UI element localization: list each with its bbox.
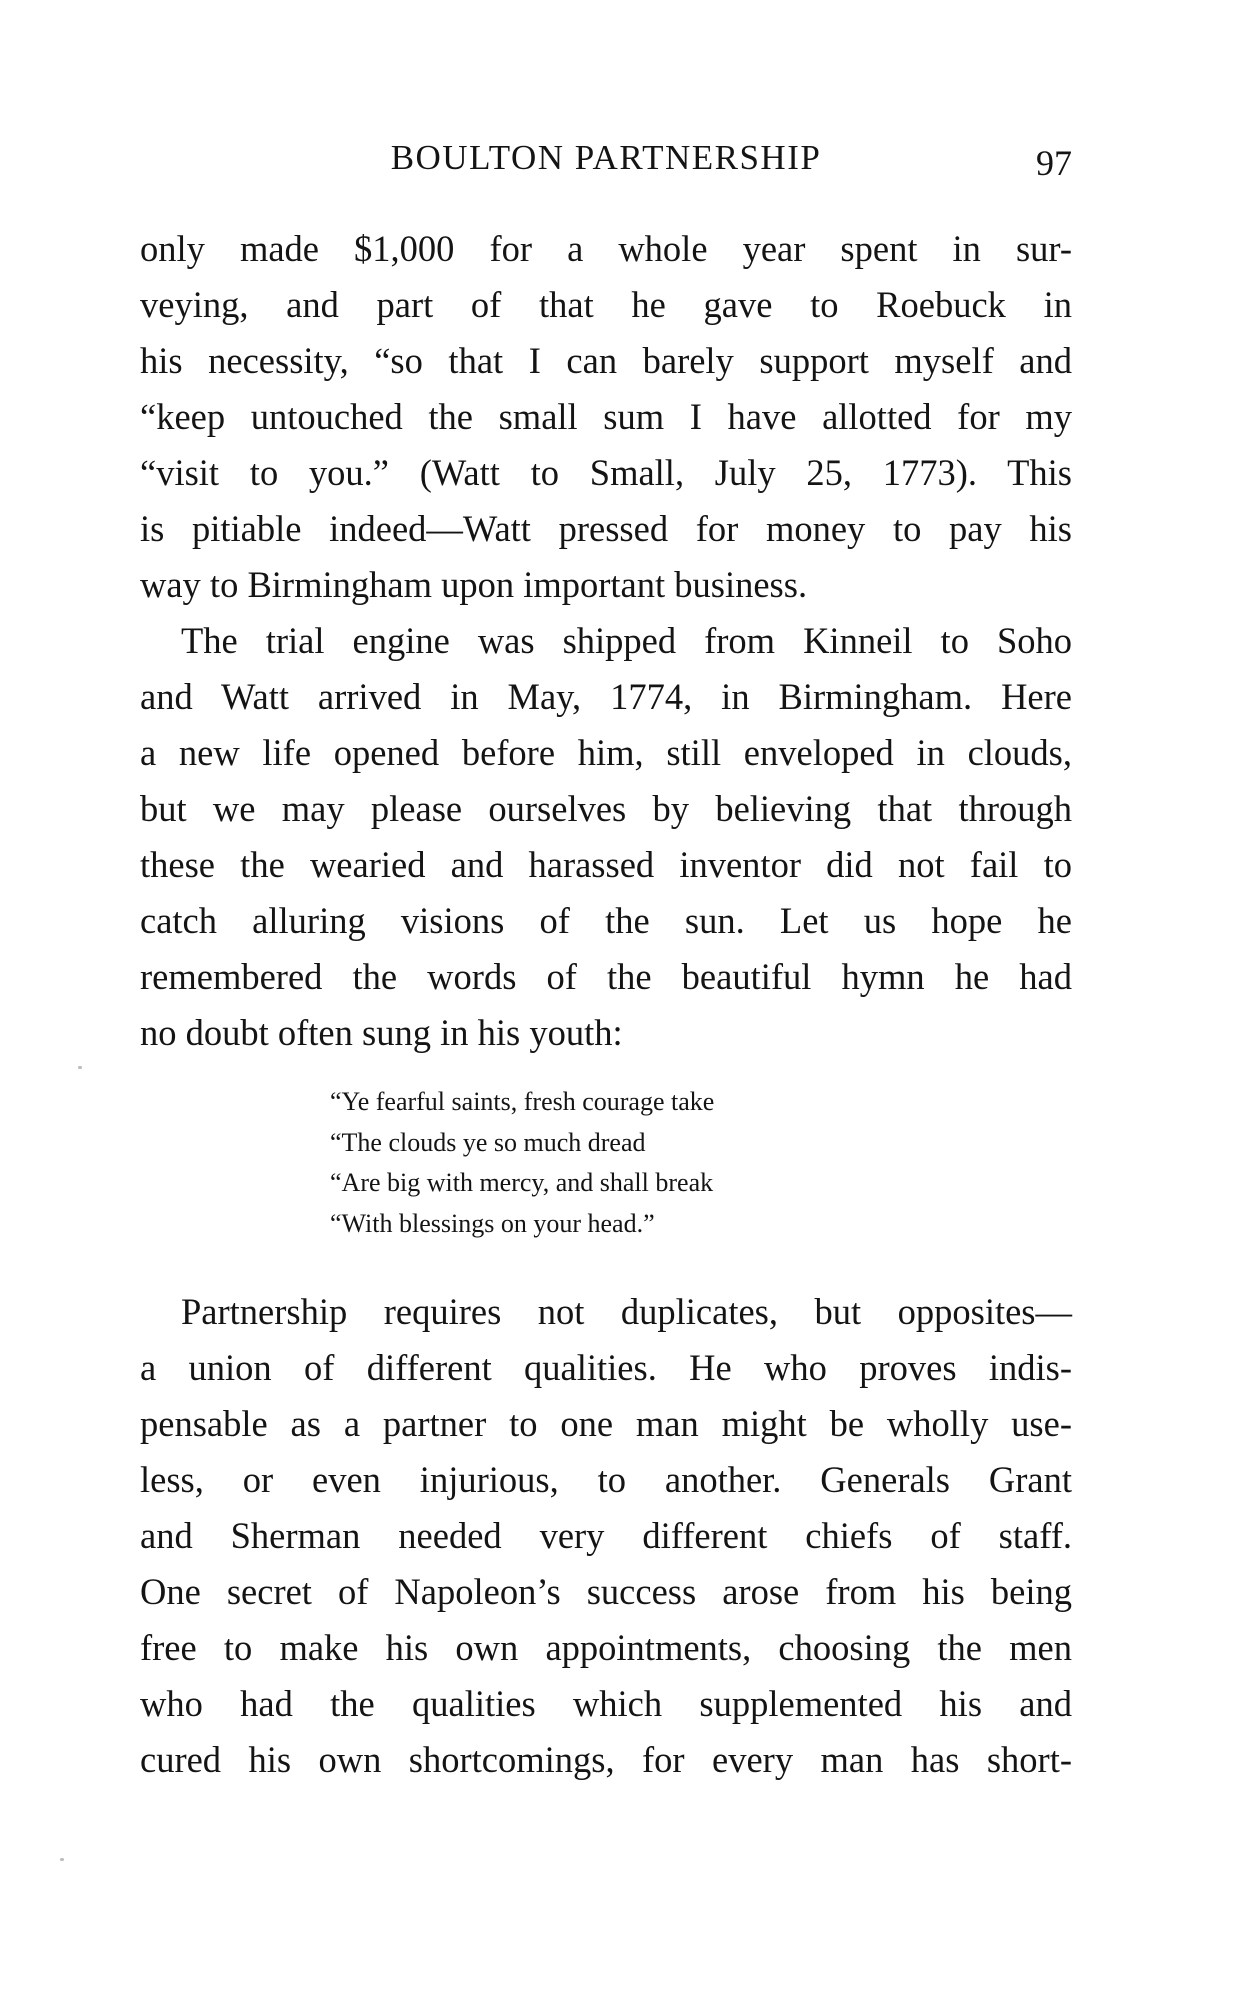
text-line: Partnership requires not duplicates, but opposites— bbox=[181, 1291, 1072, 1332]
text-line: is pitiable indeed—Watt pressed for money to pay his bbox=[140, 508, 1072, 549]
running-title: BOULTON PARTNERSHIP bbox=[390, 138, 822, 177]
verse-line: “Are big with mercy, and shall break bbox=[330, 1168, 714, 1197]
text-line: no doubt often sung in his youth: bbox=[140, 1012, 623, 1053]
text-line: and Sherman needed very different chiefs of staff. bbox=[140, 1515, 1072, 1556]
text-line: cured his own shortcomings, for every man has short- bbox=[140, 1739, 1072, 1780]
text-line: way to Birmingham upon important business. bbox=[140, 564, 808, 605]
text-line: One secret of Napoleon’s success arose from his being bbox=[140, 1571, 1072, 1612]
text-line: a union of different qualities. He who proves indis- bbox=[140, 1347, 1072, 1388]
text-line: these the wearied and harassed inventor did not fail to bbox=[140, 844, 1072, 885]
text-line: his necessity, “so that I can barely support myself and bbox=[140, 340, 1072, 381]
text-line: who had the qualities which supplemented his and bbox=[140, 1683, 1072, 1724]
verse-line: “The clouds ye so much dread bbox=[330, 1127, 646, 1157]
scan-speck bbox=[78, 1066, 82, 1069]
text-line: remembered the words of the beautiful hymn he had bbox=[140, 956, 1072, 997]
scan-speck bbox=[60, 1858, 64, 1861]
text-line: and Watt arrived in May, 1774, in Birmingham. Here bbox=[140, 676, 1072, 717]
verse-line: “With blessings on your head.” bbox=[330, 1208, 655, 1238]
paragraph-2 bbox=[140, 613, 1072, 1061]
text-line: but we may please ourselves by believing that through bbox=[140, 788, 1072, 829]
text-line: free to make his own appointments, choosing the men bbox=[140, 1627, 1072, 1668]
text-line: only made $1,000 for a whole year spent in sur- bbox=[140, 228, 1072, 269]
text-line: a new life opened before him, still enveloped in clouds, bbox=[140, 732, 1072, 773]
page-number: 97 bbox=[1036, 143, 1072, 183]
paragraph-1 bbox=[140, 221, 1072, 613]
text-line: less, or even injurious, to another. Generals Grant bbox=[140, 1459, 1072, 1500]
text-line: “keep untouched the small sum I have allotted for my bbox=[140, 396, 1072, 437]
paragraph-3 bbox=[140, 1284, 1072, 1788]
text-line: catch alluring visions of the sun. Let us hope he bbox=[140, 900, 1072, 941]
verse-line: “Ye fearful saints, fresh courage take bbox=[330, 1087, 715, 1116]
text-line: pensable as a partner to one man might be wholly use- bbox=[140, 1403, 1072, 1444]
text-line: The trial engine was shipped from Kinneil to Soho bbox=[181, 620, 1072, 661]
hymn-quotation bbox=[330, 1082, 890, 1244]
text-line: veying, and part of that he gave to Roebuck in bbox=[140, 284, 1072, 325]
text-line: “visit to you.” (Watt to Small, July 25, 1773). This bbox=[140, 452, 1072, 493]
running-head bbox=[140, 138, 1072, 188]
